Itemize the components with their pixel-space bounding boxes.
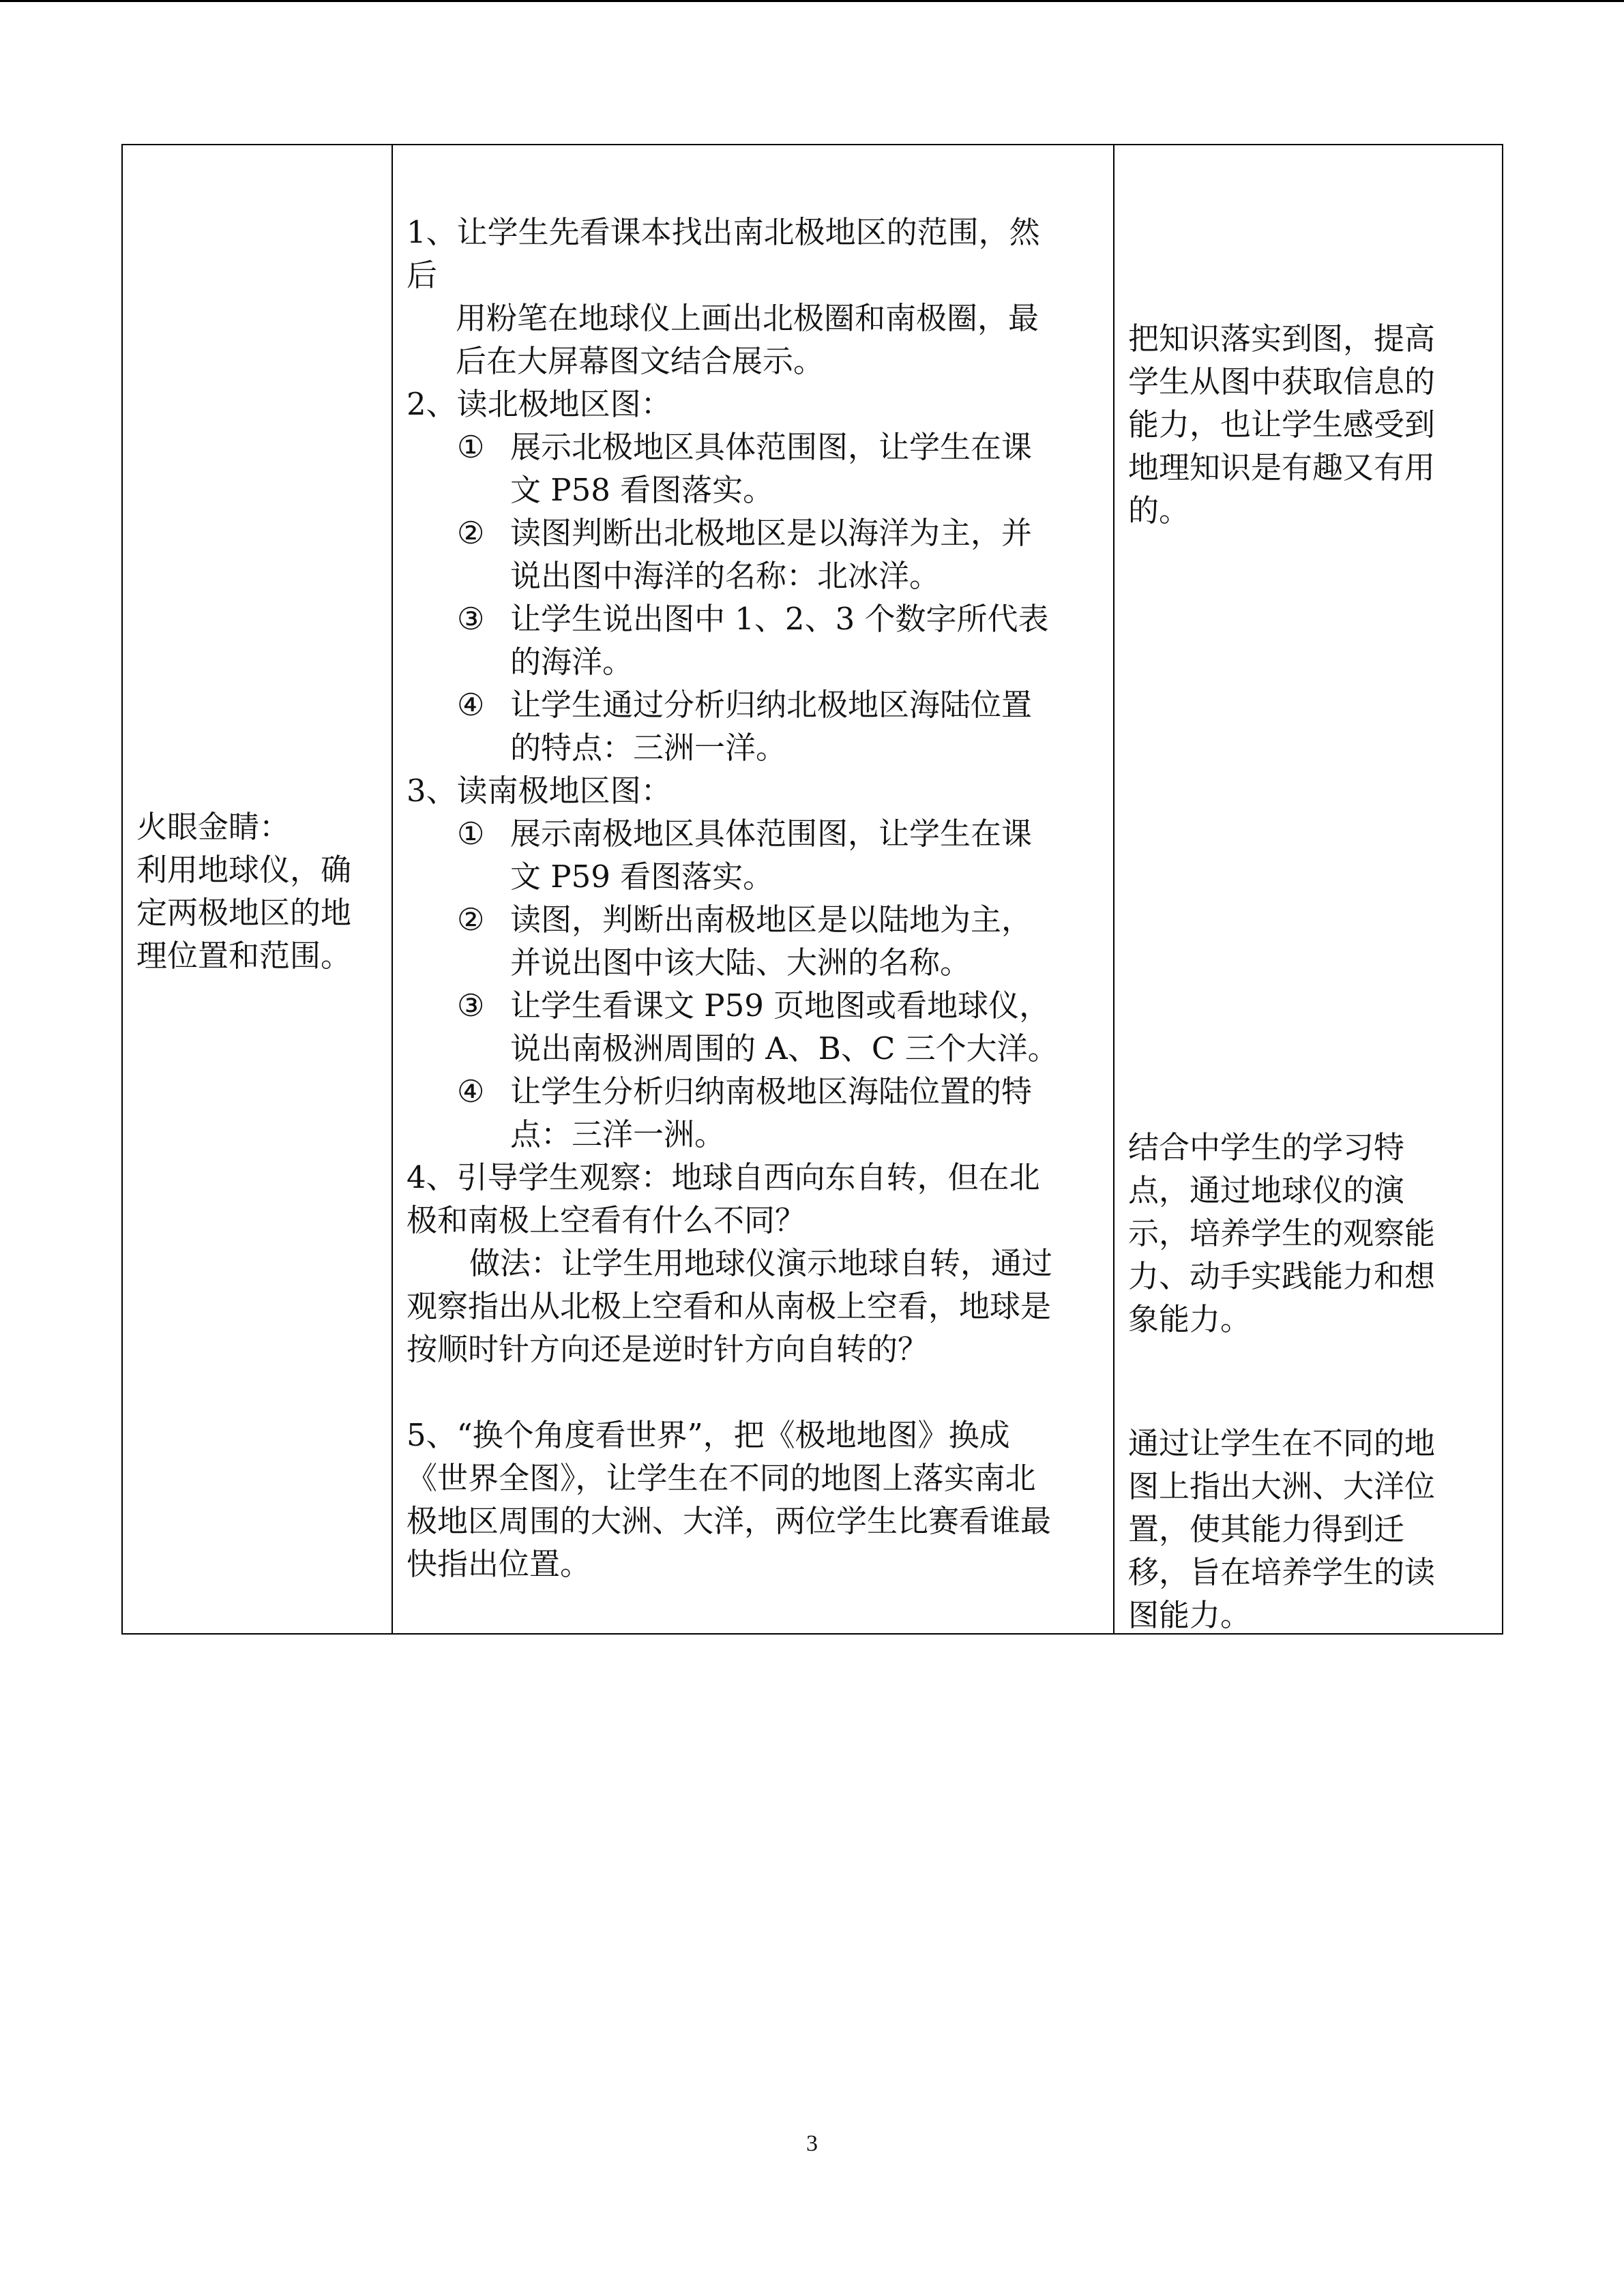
note-line: 结合中学生的学习特 [1128,1129,1405,1165]
activity-line: 定两极地区的地 [136,895,352,931]
step-5-line: 极地区周围的大洲、大洋，两位学生比赛看谁最 [407,1503,1052,1539]
purpose-note [1128,1422,1435,1637]
item-number: ① [457,429,485,465]
step-4-line: 观察指出从北极上空看和从南极上空看，地球是 [407,1288,1052,1324]
item-number: ③ [457,601,485,637]
lesson-table [121,144,1503,1635]
item-line: 让学生说出图中 1、2、3 个数字所代表 [510,601,1049,637]
note-line: 的。 [1128,492,1190,528]
step-5-line: 快指出位置。 [407,1546,591,1582]
step-4-line: 按顺时针方向还是逆时针方向自转的？ [407,1331,929,1367]
list-item [407,426,1059,511]
step-4-line: 极和南极上空看有什么不同？ [407,1202,806,1238]
item-number: ② [457,515,485,551]
note-line: 点，通过地球仪的演 [1128,1172,1405,1208]
item-line: 展示北极地区具体范围图，让学生在课 [510,429,1033,465]
list-item [407,511,1059,597]
list-item [407,812,1059,898]
note-line: 通过让学生在不同的地 [1128,1425,1436,1461]
item-body [510,683,1032,769]
list-item [407,984,1059,1070]
step-4-line: 做法：让学生用地球仪演示地球自转，通过 [469,1245,1053,1281]
step-1-line: 后 [407,257,438,293]
step-1-line: 后在大屏幕图文结合展示。 [456,343,825,379]
item-line: 点：三洋一洲。 [510,1116,726,1152]
item-body [510,984,1059,1070]
item-line: 展示南极地区具体范围图，让学生在课 [510,816,1033,852]
item-number: ② [457,901,485,938]
item-line: 并说出图中该大陆、大洲的名称。 [510,944,971,981]
item-body [510,511,1032,597]
item-body [510,597,1049,683]
step-1-line: 1、让学生先看课本找出南北极地区的范围，然 [407,214,1040,250]
item-line: 说出南极洲周围的 A、B、C 三个大洋。 [510,1030,1059,1067]
item-line: 文 P58 看图落实。 [510,472,774,508]
list-item [407,683,1059,769]
page-number: 3 [806,2131,818,2156]
procedure-column [393,145,1114,1633]
item-body [510,1070,1032,1156]
list-item [407,898,1059,984]
note-line: 图上指出大洲、大洋位 [1128,1468,1436,1504]
item-line: 读图，判断出南极地区是以陆地为主， [510,901,1033,938]
item-line: 让学生看课文 P59 页地图或看地球仪， [510,987,1050,1024]
spacer [407,1371,1059,1414]
item-line: 的海洋。 [510,644,634,680]
item-line: 读图判断出北极地区是以海洋为主，并 [510,515,1033,551]
note-line: 置，使其能力得到迁 [1128,1511,1405,1547]
item-number: ④ [457,687,485,723]
activity-column [123,145,393,1633]
item-line: 文 P59 看图落实。 [510,859,774,895]
activity-cell-text [136,805,351,977]
item-line: 让学生通过分析归纳北极地区海陆位置 [510,687,1033,723]
item-body [510,426,1032,511]
note-line: 地理知识是有趣又有用 [1128,449,1436,486]
item-line: 让学生分析归纳南极地区海陆位置的特 [510,1073,1033,1109]
item-number: ④ [457,1073,485,1109]
procedure-cell-text [407,211,1059,1585]
item-number: ① [457,816,485,852]
step-1-line: 用粉笔在地球仪上画出北极圈和南极圈，最 [456,300,1039,336]
purpose-note [1128,317,1435,532]
note-line: 把知识落实到图，提高 [1128,320,1436,357]
item-body [510,812,1032,898]
item-line: 的特点：三洲一洋。 [510,730,787,766]
top-border-line [0,0,1624,2]
note-line: 移，旨在培养学生的读 [1128,1554,1436,1590]
step-2-title: 2、读北极地区图： [407,386,672,422]
purpose-note [1128,1126,1435,1341]
activity-line: 火眼金睛： [136,809,291,845]
step-3-title: 3、读南极地区图： [407,773,672,809]
note-line: 象能力。 [1128,1301,1252,1337]
item-body [510,898,1032,984]
purpose-column [1114,145,1502,1633]
list-item [407,597,1059,683]
note-line: 示，培养学生的观察能 [1128,1215,1436,1251]
activity-line: 利用地球仪，确 [136,852,352,888]
note-line: 能力，也让学生感受到 [1128,406,1436,443]
step-4-line: 4、引导学生观察：地球自西向东自转，但在北 [407,1159,1040,1195]
note-line: 学生从图中获取信息的 [1128,363,1436,400]
item-number: ③ [457,987,485,1024]
item-line: 说出图中海洋的名称：北冰洋。 [510,558,941,594]
note-line: 图能力。 [1128,1597,1252,1633]
note-line: 力、动手实践能力和想 [1128,1258,1436,1294]
activity-line: 理位置和范围。 [136,938,352,974]
list-item [407,1070,1059,1156]
step-5-line: 《世界全图》，让学生在不同的地图上落实南北 [407,1460,1036,1496]
step-5-line: 5、“换个角度看世界”，把《极地地图》换成 [407,1417,1010,1453]
